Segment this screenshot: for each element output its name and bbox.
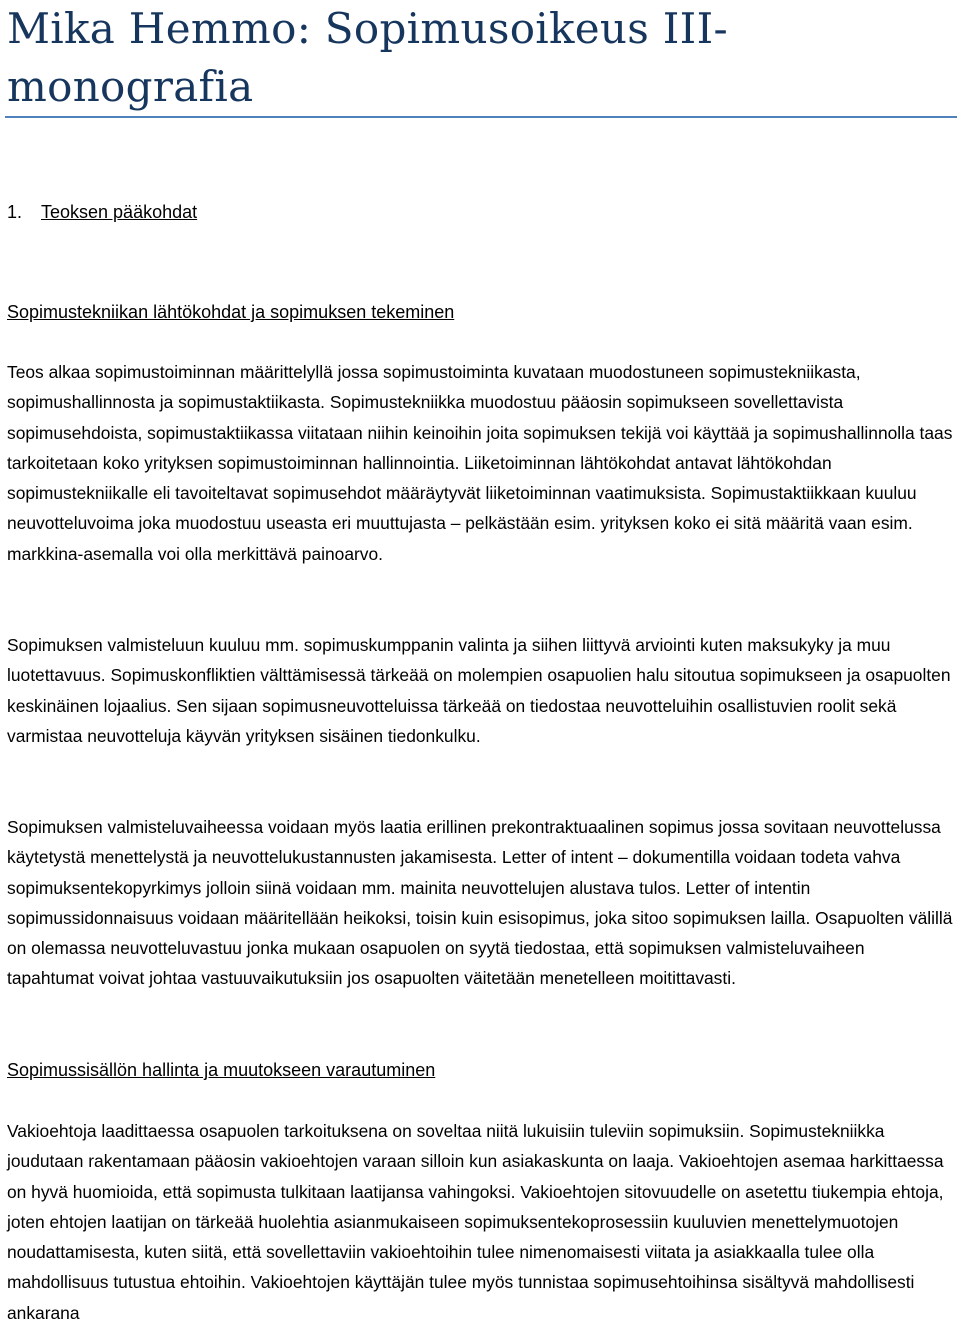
subheading-contract-technique: Sopimustekniikan lähtökohdat ja sopimuksen tekeminen [7,302,455,322]
paragraph-contract-activity: Teos alkaa sopimustoiminnan määrittelyllä jossa sopimustoiminta kuvataan muodostuneen sopimustekniikasta, sopimushallinnosta ja sopimustaktiikasta. Sopimustekniikka muodostuu pääosin sopimukseen sovellettavista sopimusehdoista, sopimustaktiikassa viitataan niihin keinoihin joita sopimuksen tekijä voi käyttää ja sopimushallinnolla taas tarkoitetaan koko yrityksen sopimustoiminnan hallinnointia. Liiketoiminnan lähtökohdat antavat lähtökohdan sopimustekniikalle eli tavoiteltavat sopimusehdot määräytyvät liiketoiminnan vaatimuksista. Sopimustaktiikkaan kuuluu neuvotteluvoima joka muodostuu useasta eri muuttujasta – pelkästään esim. yrityksen koko ei sitä määritä vaan esim. markkina-asemalla voi olla merkittävä painoarvo. [7,362,953,564]
paragraph-standard-terms: Vakioehtoja laadittaessa osapuolen tarkoituksena on soveltaa niitä lukuisiin tuleviin sopimuksiin. Sopimustekniikka joudutaan rakentamaan pääosin vakioehtojen varaan silloin kun asiakaskunta on laaja. Vakioehtojen asemaa harkittaessa on hyvä huomioida, että sopimusta tulkitaan laatijansa vahingoksi. Vakioehtojen sitovuudelle on asetettu tiukempia ehtoja, joten ehtojen laatijan on tärkeää huolehtia asianmukaiseen sopimuksentekoprosessiin kuuluvien menettelymuotojen noudattamisesta, kuten siitä, että sovellettaviin vakioehtoihin tulee nimenomaisesti viitata ja asiakkaalla tulee olla mahdollisuus tutustua ehtoihin. Vakioehtojen käyttäjän tulee myös tunnistaa sopimusehtoihinsa sisältyvä mahdollisesti ankarana [7,1121,944,1323]
subheading-content-management: Sopimussisällön hallinta ja muutokseen varautuminen [7,1060,436,1080]
paragraph-letter-of-intent: Sopimuksen valmisteluvaiheessa voidaan myös laatia erillinen prekontraktuaalinen sopimus jossa sovitaan neuvottelussa käytetystä menettelystä ja neuvottelukustannusten jakamisesta. Letter of intent – dokumentilla voidaan todeta vahva sopimuksentekopyrkimys jolloin siinä voidaan mm. mainita neuvottelujen alustava tulos. Letter of intentin sopimussidonnaisuus voidaan määritellään heikoksi, toisin kuin esisopimus, joka sitoo sopimuksen lailla. Osapuolten välillä on olemassa neuvotteluvastuu jonka mukaan osapuolen on syytä tiedostaa, että sopimuksen valmisteluvaiheen tapahtumat voivat johtaa vastuuvaikutuksiin jos osapuolten väitetään menetelleen moitittavasti. [7,817,953,989]
section-number: 1. [7,202,23,222]
paragraph-contract-preparation: Sopimuksen valmisteluun kuuluu mm. sopimuskumppanin valinta ja siihen liittyvä arviointi kuten maksukyky ja muu luotettavuus. Sopimuskonfliktien välttämisessä tärkeää on molempien osapuolien halu sitoutua sopimukseen ja osapuolten keskinäinen lojaalius. Sen sijaan sopimusneuvotteluissa tärkeää on tiedostaa neuvotteluihin osallistuvien roolit sekä varmistaa neuvotteluja käyvän yrityksen sisäinen tiedonkulku. [7,635,951,746]
document-title: Mika Hemmo: Sopimusoikeus III-monografia [7,4,728,111]
section-heading [7,198,197,226]
title-underline-rule [5,116,957,118]
section-heading-label: Teoksen pääkohdat [41,202,198,222]
